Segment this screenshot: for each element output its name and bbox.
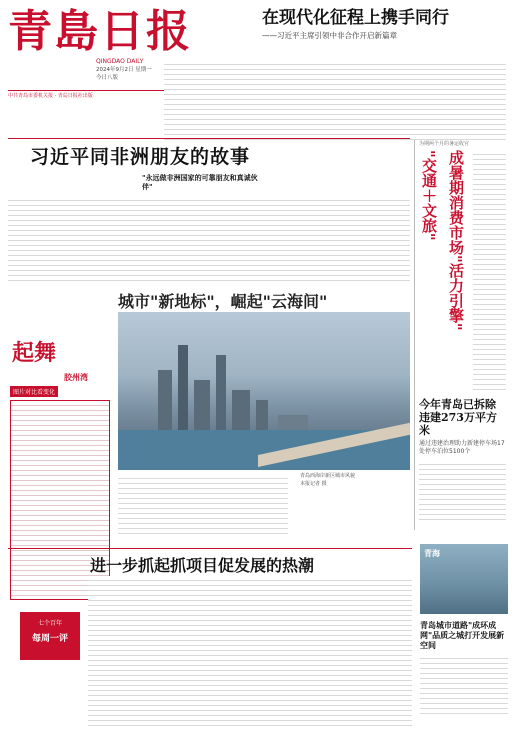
sea-photo-label: 青海 [424, 549, 440, 558]
feature-body [473, 150, 506, 390]
photo-caption: 青岛西海岸新区城市风貌 [300, 473, 356, 479]
badge-line2: 每周一评 [31, 634, 68, 644]
article-paragraph [8, 196, 410, 282]
lead-subtitle: ——习近平主席引领中非合作开启新篇章 [262, 31, 397, 40]
bottom-right-column [420, 544, 508, 732]
city-article-text [118, 474, 288, 534]
column-logo: 起舞 [12, 340, 57, 366]
badge-line1: 七个百年 [37, 620, 62, 627]
article-body [8, 174, 410, 284]
lead-headline[interactable]: 在现代化征程上携手同行 [262, 8, 449, 28]
photo-credit: 本报记者 摄 [300, 481, 327, 487]
bottom-headline[interactable]: 进一步抓起抓项目促发展的热潮 [90, 556, 315, 575]
issue-pages: 今日八版 [96, 75, 119, 81]
sea-photo[interactable] [420, 544, 508, 614]
bottom-right-text [420, 654, 508, 714]
feature-kicker: 为期两个月的暑运收官 [419, 141, 470, 147]
side-body [419, 460, 506, 520]
masthead-english: QINGDAO DAILY [96, 58, 144, 65]
column-tag: 图片对比看变化 [10, 386, 58, 397]
city-photo[interactable] [118, 312, 410, 470]
column-place: 胶州湾 [64, 373, 88, 382]
section-divider [8, 138, 410, 139]
lead-headline-block [262, 8, 506, 41]
issue-date: 2024年9月2日 星期一 [96, 67, 152, 73]
article-subhead: "永远做非洲国家的可靠朋友和真诚伙伴" [142, 174, 258, 191]
commentary-badge [20, 612, 80, 660]
bottom-right-headline[interactable]: 青岛城市道路"成环成网"品质之城打开发展新空间 [420, 620, 505, 650]
feature-title-2[interactable]: 成暑期消费市场"活力引擎" [447, 150, 465, 331]
masthead-strip: 中共青岛市委机关报 · 青岛日报社出版 [8, 90, 260, 99]
side-subhead: 通过违建治理助力新建停车场17处停车泊位5100个 [419, 440, 505, 455]
feature-title-1[interactable]: "交通＋文旅" [420, 150, 438, 241]
article-headline[interactable]: 习近平同非洲朋友的故事 [30, 146, 251, 168]
lead-body-text [164, 60, 506, 140]
city-headline[interactable]: 城市"新地标"，崛起"云海间" [118, 292, 328, 311]
newspaper-masthead: 青島日报 [8, 6, 192, 57]
right-feature-column [414, 140, 506, 530]
bottom-divider [8, 548, 412, 549]
side-headline[interactable]: 今年青岛已拆除违建273万平方米 [419, 398, 497, 437]
bottom-article-text [88, 576, 412, 726]
